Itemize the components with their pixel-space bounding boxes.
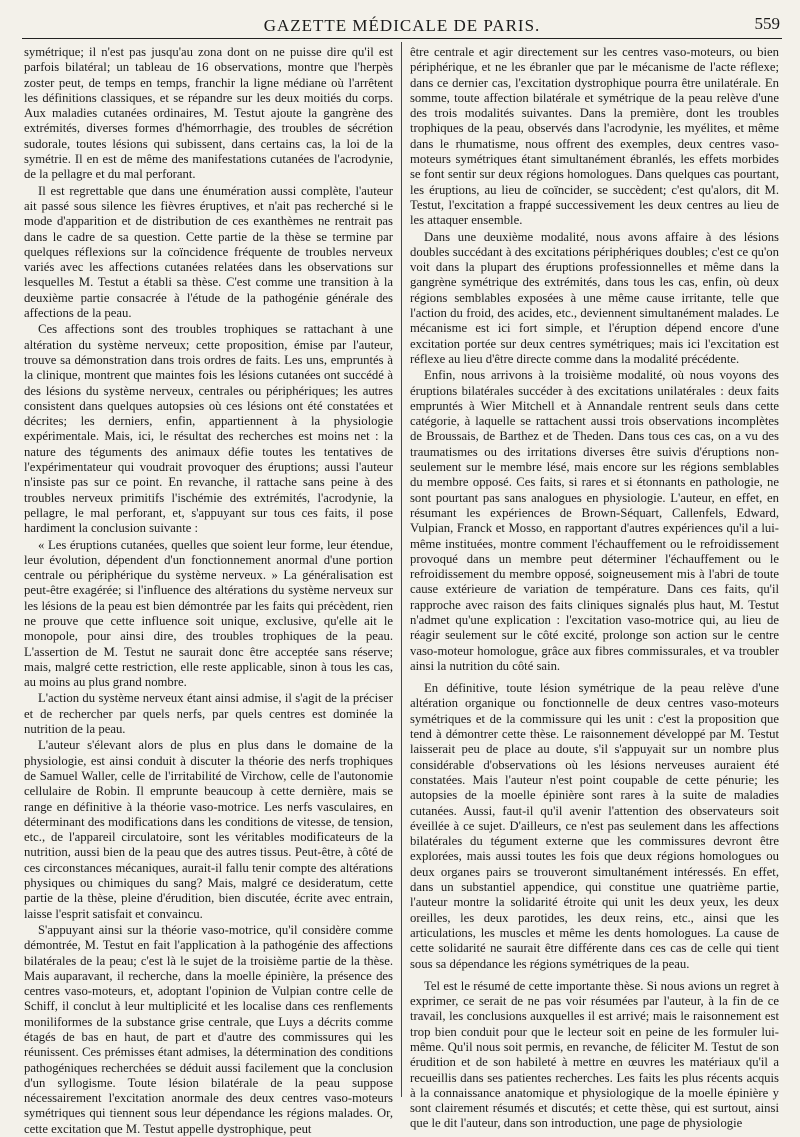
- paragraph: Il est regrettable que dans une énumération aussi complète, l'auteur ait passé sous silence les fièvres éruptives, et n'ait pas recherché si le mode d'apparition et de distribution de ces exanthèmes ne rentrait pas dans le cadre de sa question. Cette partie de la thèse se termine par quelques réflexions sur la coïncidence fréquente de troubles nerveux variés avec les affections cutanées relatées dans les observations sur lesquelles M. Testut a établi sa thèse. C'est comme une transition à la deuxième partie consacrée à l'étude de la pathogénie générale des affections de la peau.: [24, 183, 393, 321]
- paragraph: « Les éruptions cutanées, quelles que soient leur forme, leur étendue, leur évolution, dépendent d'un fonctionnement anormal d'une portion centrale ou périphérique du système nerveux. » La généralisation est peut-être exagérée; si l'influence des altérations du système nerveux sur les lésions de la peau est bien démontrée par les faits qui précèdent, rien ne prouve que cette influence soit unique, exclusive, qu'elle ait le monopole, pour ainsi dire, des troubles trophiques de la peau. L'assertion de M. Testut ne saurait donc être acceptée sans réserve; mais, malgré cette restriction, elle reste applicable, sinon à tous les cas, au moins au plus grand nombre.: [24, 537, 393, 690]
- paragraph: S'appuyant ainsi sur la théorie vaso-motrice, qu'il considère comme démontrée, M. Testut en fait l'application à la pathogénie des affections bilatérales de la peau; c'est là le sujet de la troisième partie de la thèse. Mais auparavant, il recherche, dans la moelle épinière, la présence des centres vaso-moteurs, et, adoptant l'opinion de Vulpian contre celle de Schiff, il conclut à leur multiplicité et les localise dans ces renflements moniliformes de la substance grise centrale, que Luys a décrits comme étagés de bas en haut, de part et d'autre des commissures qui les réunissent. Ces prémisses étant admises, la détermination des conditions pathogéniques recherchées se déduit aussi facilement que la conclusion d'un syllogisme. Toute lésion bilatérale de la peau suppose nécessairement l'excitation anormale des deux centres vaso-moteurs symétriques qui tiennent sous leur dépendance les régions malades. Or, cette excitation que M. Testut appelle dystrophique, peut: [24, 922, 393, 1136]
- paragraph: En définitive, toute lésion symétrique de la peau relève d'une altération organique ou fonctionnelle de deux centres vaso-moteurs symétriques et de la commissure qui les unit : c'est la proposition que tend à démontrer cette thèse. Le raisonnement développé par M. Testut laisserait peu de place au doute, s'il s'appuyait sur un nombre plus considérable d'observations où les lésions nerveuses auraient été constatées. Mais l'auteur n'est point coupable de cette pénurie; les autopsies de la moelle épinière sont rares à la suite de maladies cutanées. Aussi, faut-il qu'il avenir l'attention des observateurs soit éveillée à ce sujet. D'ailleurs, ce n'est pas seulement dans les affections bilatérales du tégument externe que les commissures devront être explorées, mais aussi toutes les fois que deux régions homologues ou deux organes pairs se trouveront simultanément intéressés. En effet, dans un substantiel appendice, qui constitue une quatrième partie, l'auteur montre la solidarité étroite qui unit les deux yeux, les deux oreilles, les deux parotides, les deux reins, etc., ainsi que les articulations, les muscles et même les dents homologues. La cause de cette solidarité ne saurait être différente dans ces cas de celle qui tient sous sa dépendance les régions symétriques de la peau.: [410, 681, 779, 971]
- paragraph: Enfin, nous arrivons à la troisième modalité, où nous voyons des éruptions bilatérales succéder à des excitations unilatérales : deux faits empruntés à Wier Mitchell et à Annandale rentrent seuls dans cette catégorie, à laquelle se rattachent aussi trois observations incomplètes de Broussais, de Barthez et de Theden. Dans tous ces cas, on a vu des traumatismes ou des irritations diverses être suivis d'éruptions non-seulement sur le membre lésé, mais encore sur les régions semblables du membre opposé. Ces faits, si rares et si étonnants en pathologie, ne sont pourtant pas sans analogues en physiologie. L'auteur, en effet, en résumant les expériences de Brown-Séquart, Callenfels, Edward, Vulpian, Franck et Mosso, en rapportant d'autres expériences qu'il a lui-même instituées, montre comment l'échauffement ou le refroidissement provoqué dans un membre peut déterminer l'échauffement ou le refroidissement du membre opposé, soigneusement mis à l'abri de toute cause extérieure de variation de température. Dans ces faits, qu'il rapproche avec raison des faits cliniques signalés plus haut, M. Testut n'admet qu'une explication : l'excitation vaso-motrice qui, au lieu de réagir seulement sur le côté excité, prolonge son action sur le centre vaso-moteur homologue, grâce aux fibres commissurales, et va troubler ainsi la nutrition du côté sain.: [410, 368, 779, 673]
- paragraph: L'action du système nerveux étant ainsi admise, il s'agit de la préciser et de rechercher par quels nerfs, par quels centres est dominée la nutrition de la peau.: [24, 691, 393, 737]
- paragraph: Ces affections sont des troubles trophiques se rattachant à une altération du système nerveux; cette proposition, émise par l'auteur, trouve sa démonstration dans trois ordres de faits. Les uns, empruntés à la clinique, montrent que maintes fois les lésions cutanées ont succédé à des lésions du système nerveux, centrales ou périphériques; les autres consistent dans quelques autopsies où ces lésions ont été constatées et décrites; les derniers, enfin, appartiennent à la physiologie expérimentale. Mais, ici, le résultat des recherches est moins net : la nature des téguments des animaux défie toutes les tentatives de l'expérimentateur qui voudrait provoquer des éruptions; aussi l'auteur n'insiste pas sur ce point. En revanche, il rattache sans peine à des troubles nerveux primitifs l'ischémie des extrémités, l'acrodynie, la pellagre, le mal perforant, et, s'appuyant sur tous ces faits, il pose hardiment la conclusion suivante :: [24, 322, 393, 536]
- paragraph: symétrique; il n'est pas jusqu'au zona dont on ne puisse dire qu'il est parfois bilatéral; un tableau de 16 observations, montre que l'herpès zoster peut, de temps en temps, franchir la ligne médiane où l'arrêtent les définitions classiques, et se répandre sur les deux moitiés du corps. Aux maladies cutanées ordinaires, M. Testut ajoute la gangrène des extrémités, diverses formes d'hémorrhagie, des troubles de sécrétion sudorale, toutes lésions qui subissent, dans certains cas, la loi de la symétrie. Il en est de même des manifestations cutanées de l'acrodynie, de la pellagre et du mal perforant.: [24, 45, 393, 182]
- header-rule: [22, 38, 782, 39]
- paragraph: Dans une deuxième modalité, nous avons affaire à des lésions doubles succédant à des excitations périphériques doubles; c'est ce qu'on voit dans la plupart des éruptions professionnelles et même dans la gangrène symétrique des extrémités, dans tous les cas, enfin, où deux régions semblables exposées à une même cause irritante, telle que l'action du froid, des acides, etc., deviennent simultanément malades. Le mécanisme est ici fort simple, et l'éruption dépend encore d'une excitation portée sur deux centres symétriques; mais ici l'excitation est réflexe au lieu d'être directe comme dans la modalité précédente.: [410, 229, 779, 366]
- running-title: GAZETTE MÉDICALE DE PARIS.: [263, 16, 541, 35]
- column-divider: [401, 42, 402, 1097]
- paragraph: être centrale et agir directement sur les centres vaso-moteurs, ou bien périphérique, et ne les ébranler que par le mécanisme de l'acte réflexe; dans ce dernier cas, l'excitation dystrophique pourra être unilatérale. En somme, toute affection bilatérale et symétrique de la peau relève d'une des trois modalités suivantes. Dans la première, dont les troubles trophiques de la peau, observés dans l'acrodynie, les myélites, et même dans le rhumatisme, nous offrent des exemples, deux centres vaso-moteurs symétriques étant simultanément ébranlés, les effets morbides se font sentir sur deux régions homologues. Dans quelques cas pourtant, les éruptions, au lieu de coïncider, se succèdent; c'est qu'alors, dit M. Testut, l'excitation a frappé successivement les deux centres au lieu de les attaquer ensemble.: [410, 45, 779, 228]
- paragraph: Tel est le résumé de cette importante thèse. Si nous avions un regret à exprimer, ce serait de ne pas voir résumées par l'auteur, à la fin de ce travail, les conclusions auxquelles il est arrivé; mais le raisonnement est trop bien conduit pour que le lecteur soit en peine de les formuler lui-même. Qu'il nous soit permis, en revanche, de féliciter M. Testut de son érudition et de son habileté à mettre en œuvres les matériaux qu'il a recueillis dans ses patientes recherches. Les faits les plus récents acquis à la connaissance anatomique et physiologique de la moelle épinière y sont clairement résumés et discutés; et cette thèse, qui est surtout, ainsi que le dit l'auteur, dans son introduction, une page de physiologie: [410, 978, 779, 1131]
- right-column: [410, 45, 779, 1131]
- page-header: [22, 14, 782, 38]
- page-number: 559: [754, 14, 780, 33]
- paragraph: L'auteur s'élevant alors de plus en plus dans le domaine de la physiologie, est ainsi conduit à discuter la théorie des nerfs trophiques de Samuel Waller, celle de l'irritabilité de Virchow, celle de l'autonomie cellulaire de Robin. Il emprunte beaucoup à cette dernière, mais se range en définitive à la théorie vaso-motrice. Les nerfs vasculaires, en déterminant des modifications dans les conditions de vitesse, de tension, etc., de l'appareil circulatoire, sont les véritables modificateurs de la nutrition, aussi bien de la peau que des autres tissus. Peut-être, à côté de ces circonstances mécaniques, aurait-il fallu tenir compte des altérations physiques ou chimiques du sang? Mais, malgré ce desideratum, cette partie de la thèse, pleine d'érudition, bien discutée, écrite avec entrain, laisse l'esprit satisfait et convaincu.: [24, 738, 393, 921]
- left-column: [24, 45, 393, 1136]
